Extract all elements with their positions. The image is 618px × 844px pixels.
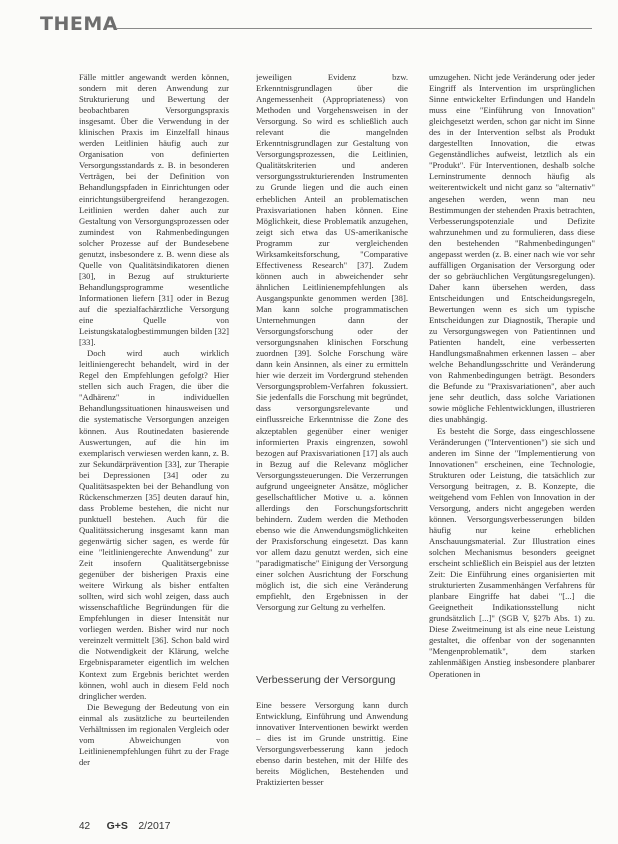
paragraph: umzugehen. Nicht jede Veränderung oder jeder Eingriff als Intervention im ursprünglichen Sinne entwickelter Erfindungen und Handeln muss eine "Einführung von Innovation" gleichgesetzt werden, schon gar nicht im Sinne des in der Intervention selbst als Produkt dargestellten Innovation, die etwas Gegenständliches aufweist, letztlich als ein "Produkt". Für Interventionen, deshalb solche Lerninstrumente dennoch häufig als weiterentwickelt und nicht ganz so "alternativ" angesehen werden, wenn man neu Bestimmungen der stehenden Praxis betrachten, Verbesserungspotenziale und Defizite wahrzunehmen und zu formulieren, dass diese den bestehenden "Rahmenbedingungen" angepasst werden (z. B. einer nach wie vor sehr auffälligen Organisation der Versorgung oder der so gebräuchlichen Vergütungsregelungen). Daher kann übersehen werden, dass Entscheidungen und Entscheidungsregeln, Bewertungen wenn es sich um typische Entscheidungen zur Diagnostik, Therapie und zu Versorgungswegen von Patientinnen und Patienten handelt, eine verbesserten Handlungsmaßnahmen erkennen lassen – aber welche Behandlungsschritte und Veränderung von Rahmenbedingungen beträgt. Besonders die Befunde zu "Praxisvariationen", aber auch jene sehr deutlich, dass solche Variationen sowie mögliche Fehlentwicklungen, illustrieren dies unabhängig. — [429, 72, 595, 425]
paragraph: Eine bessere Versorgung kann durch Entwicklung, Einführung und Anwendung innovativer Interventionen bewirkt werden – dies ist im Grunde unstrittig. Eine Versorgungsverbesserung kann jedoch ebenso darin bestehen, mit der Hilfe des bereits Möglichen, Bestehenden und Praktizierten besser — [256, 700, 408, 788]
text-column-3 — [429, 72, 595, 807]
text-column-2 — [256, 72, 408, 665]
header-rule — [116, 28, 592, 29]
text-column-2-continued — [256, 700, 408, 806]
page-footer — [79, 816, 170, 834]
paragraph: Fälle mittler angewandt werden können, sondern mit deren Anwendung zur Strukturierung und Bewertung der beobachtbaren Versorgungspraxis insgesamt. Über die Verwendung in der klinischen Praxis im Einzelfall hinaus werden Leitlinien häufig auch zur Organisation von definierten Versorgungsstandards z. B. in besonderen Verträgen, bei der Definition von Behandlungspfaden in Einrichtungen oder einrichtungsübergreifend herangezogen. Leitlinien werden daher auch zur Gestaltung von Versorgungsprozessen oder zumindest von Rahmenbedingungen solcher Prozesse auf der Bundesebene genutzt, insbesondere z. B. wenn diese als Quelle von Qualitätsindikatoren dienen [30], in Bezug auf strukturierte Behandlungsprogramme wesentliche Informationen liefern [31] oder in Bezug auf die spezialfachärztliche Versorgung eine Quelle von Leistungskatalogbestimmungen bilden [32] [33]. — [79, 72, 229, 348]
paragraph: Doch wird auch wirklich leitliniengerecht behandelt, wird in der Regel den Empfehlungen gefolgt? Hier stellen sich auch Fragen, die über die "Adhärenz" in individuellen Behandlungssituationen hinausweisen und die systematische Versorgungen anzeigen können. Aus Routinedaten basierende Auswertungen, auf die hin im exemplarisch verwiesen werden kann, z. B. zur Sekundärprävention [33], zur Therapie bei Depressionen [34] oder zu Qualitätsaspekten bei der Behandlung von Rückenschmerzen [35] deuten darauf hin, dass Probleme bestehen, die nicht nur punktuell bestehen. Auch für die Qualitätssicherung insgesamt kann man gegenwärtig sicher sagen, es werde für eine "leitliniengerechte Anwendung" zur Zeit insofern Qualitätsergebnisse gegenüber der bisherigen Praxis eine weitere Wirkung als bisher entfalten sollten, wird sich wohl zeigen, dass auch wissenschaftliche Begründungen für die Empfehlungen in dieser Intensität nur vorliegen werden. Bisher wird nur noch vereinzelt vermittelt [36]. Schon bald wird die Notwendigkeit der Klärung, welche Ergebnisparameter eigentlich im welchen Kontext zum Ergebnis berichtet werden können, wohl auch in diesem Feld noch dringlicher werden. — [79, 348, 229, 701]
text-column-1 — [79, 72, 229, 807]
paragraph: jeweiligen Evidenz bzw. Erkenntnisgrundlagen über die Angemessenheit (Appropriateness) von Methoden und Vorgehensweisen in der Versorgung. So wird es schließlich auch relevant die mangelnden Erkenntnisgrundlagen zur Gestaltung von Versorgungsprozessen, die Leitlinien, Qualitätskriterien und anderen versorgungsstrukturierenden Instrumenten zu Grunde liegen und die auch einen erheblichen Anteil an problematischen Praxisvariationen haben können. Eine Möglichkeit, diese Problematik anzugehen, zeigt sich etwa das US-amerikanische Programm zur vergleichenden Wirksamkeitsforschung, "Comparative Effectiveness Research" [37]. Zudem können auch in abweichender sehr ähnlichen Leitlinienempfehlungen als Ausgangspunkte genommen werden [38]. Man kann solche programmatischen Unternehmungen dann der Versorgungsforschung oder der versorgungsnahen klinischen Forschung zuordnen [39]. Solche Forschung wäre dann kein Ansinnen, als einer zu ermitteln hier wie derzeit im Vordergrund stehenden Versorgungsproblem-Verfahren fokussiert. Sie jedenfalls die Forschung mit begründet, dass versorgungsrelevante und einflussreiche Erkenntnisse die Zone des akzeptablen gegenüber einer weniger informierten Praxis eingrenzen, sowohl bezogen auf Praxisvariationen [17] als auch in Bezug auf die Relevanz möglicher Versorgungssteuerungen. Die Verzerrungen aufgrund ungeeigneter Ansätze, möglicher gesellschaftlicher Motive u. a. können allerdings den Forschungsfortschritt behindern. Zudem werden die Methoden ebenso wie die Anwendungsmöglichkeiten der Praxisforschung eingesetzt. Das kann vor allem dazu genutzt werden, sich eine "paradigmatische" Einigung der Versorgung einer solchen Ausrichtung der Forschung möglich ist, die sich eine Veränderung empfiehlt, den Ergebnissen in der Versorgung zur Geltung zu verhelfen. — [256, 72, 408, 613]
paragraph: Es besteht die Sorge, dass eingeschlossene Veränderungen ("Interventionen") sie sich und anderen im Sinne der "Implementierung von Innovationen" erscheinen, eine Technologie, Strukturen oder Leistung, die tatsächlich zur Versorgung beitragen, z. B. Konzepte, die weitgehend vom Fehlen von Innovation in der Versorgung, anders nicht angegeben werden können. Versorgungsverbesserungen bilden häufig nur keine erheblichen Anschauungsmaterial. Zur Illustration eines solchen Mechanismus besonders geeignet erscheint schließlich ein Beispiel aus der letzten Zeit: Die Einführung eines organisierten mit strukturierten Zusammenhängen Verfahrens für planbare Eingriffe hat dabei "[...] die Geeignetheit Indikationsstellung nicht grundsätzlich [...]" (SGB V, §27b Abs. 1) zu. Diese Zweitmeinung ist als eine neue Leistung gestaltet, die offenbar von der sogenannten "Mengenproblematik", dem starken zahlenmäßigen Anstieg insbesondere planbarer Operationen in — [429, 425, 595, 679]
journal-brand: G+S — [106, 820, 128, 832]
section-title: THEMA — [40, 13, 118, 35]
section-subheading: Verbesserung der Versorgung — [256, 674, 396, 686]
paragraph: Die Bewegung der Bedeutung von ein einmal als zusätzliche zu beurteilenden Verhältnissen im regionalen Vergleich oder vom Abweichungen von Leitlinienempfehlungen führt zu der Frage der — [79, 701, 229, 767]
page-number: 42 — [79, 821, 91, 832]
issue-number: 2/2017 — [138, 820, 171, 832]
